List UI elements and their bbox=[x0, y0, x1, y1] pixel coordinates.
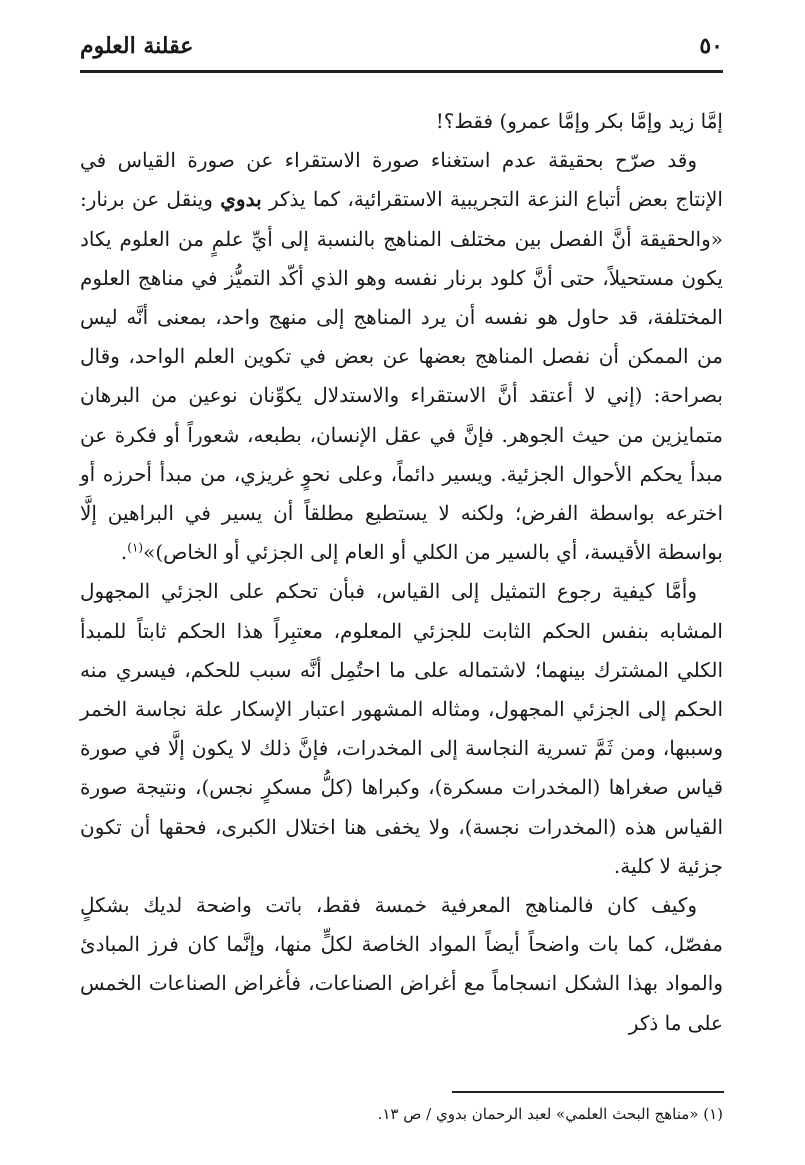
paragraph-1: إمَّا زيد وإمَّا بكر وإمَّا عمرو) فقط؟! bbox=[435, 109, 723, 133]
paragraph-2-text-b: وينقل عن برنار: «والحقيقة أنَّ الفصل بين مختلف المناهج بالنسبة إلى أيِّ علمٍ من العلوم يكاد يكون مستحيلاً، حتى أنَّ كلود برنار نفسه وهو الذي أكّد التميُّز في مناهج العلوم المختلفة، قد حاول هو نفسه أن يرد المناهج إلى منهج واحد، بمعنى أنَّه ليس من الممكن أن نفصل المناهج بعضها عن بعض في تكوين العلم الواحد، وقال بصراحة: (إني لا أعتقد أنَّ الاستقراء والاستدلال يكوِّنان نوعين من البرهان متمايزين من حيث الجوهر. فإنَّ في عقل الإنسان، بطبعه، شعوراً أو فكرة عن مبدأ يحكم الأحوال الجزئية. ويسير دائماً، وعلى نحوٍ غريزي، من مبدأ أحرزه أو اخترعه بواسطة الفرض؛ ولكنه لا يستطيع مطلقاً أن يسير في البراهين إلَّا بواسطة الأقيسة، أي بالسير من الكلي أو العام إلى الجزئي أو الخاص)» bbox=[80, 187, 723, 565]
page-number: ٥٠ bbox=[699, 33, 723, 59]
paragraph-4: وكيف كان فالمناهج المعرفية خمسة فقط، باتت واضحة لديك بشكلٍ مفصّل، كما بات واضحاً أيضاً المواد الخاصة لكلٍّ منها، وإنَّما كان فرز المبادئ والمواد بهذا الشكل انسجاماً مع أغراض الصناعات، فأغراض الصناعات الخمس على ما ذكر bbox=[80, 893, 723, 1035]
page-body bbox=[80, 102, 723, 1043]
footnote: (١) «مناهج البحث العلمي» لعبد الرحمان بدوي / ص ١٣. bbox=[377, 1105, 723, 1123]
author-name: بدوي bbox=[220, 187, 262, 212]
footnote-separator bbox=[452, 1091, 724, 1093]
paragraph-2-text-a: وقد صرّح بحقيقة عدم استغناء صورة الاستقراء عن صورة القياس في الإنتاج بعض أتباع النزعة التجريبية الاستقرائية، كما يذكر bbox=[80, 148, 723, 212]
footnote-ref[interactable]: (١) bbox=[127, 540, 144, 555]
paragraph-3: وأمَّا كيفية رجوع التمثيل إلى القياس، فبأن تحكم على الجزئي المجهول المشابه بنفس الحكم الثابت للجزئي المعلوم، معتبِراً هذا الحكم ثابتاً للمبدأ الكلي المشترك بينهما؛ لاشتماله على ما احتُمِل أنَّه سبب للحكم، فيسري منه الحكم إلى الجزئي المجهول، ومثاله المشهور اعتبار الإسكار علة نجاسة الخمر وسببها، ومن ثَمَّ تسرية النجاسة إلى المخدرات، فإنَّ ذلك لا يكون إلَّا في صورة قياس صغراها (المخدرات مسكرة)، وكبراها (كلُّ مسكرٍ نجس)، ونتيجة صورة القياس هذه (المخدرات نجسة)، ولا يخفى هنا اختلال الكبرى، فحقها أن تكون جزئية لا كلية. bbox=[80, 579, 724, 878]
page-header bbox=[80, 22, 723, 73]
running-title: عقلنة العلوم bbox=[80, 33, 194, 59]
paragraph-2-end: . bbox=[120, 540, 128, 565]
paragraph-2 bbox=[80, 141, 723, 572]
